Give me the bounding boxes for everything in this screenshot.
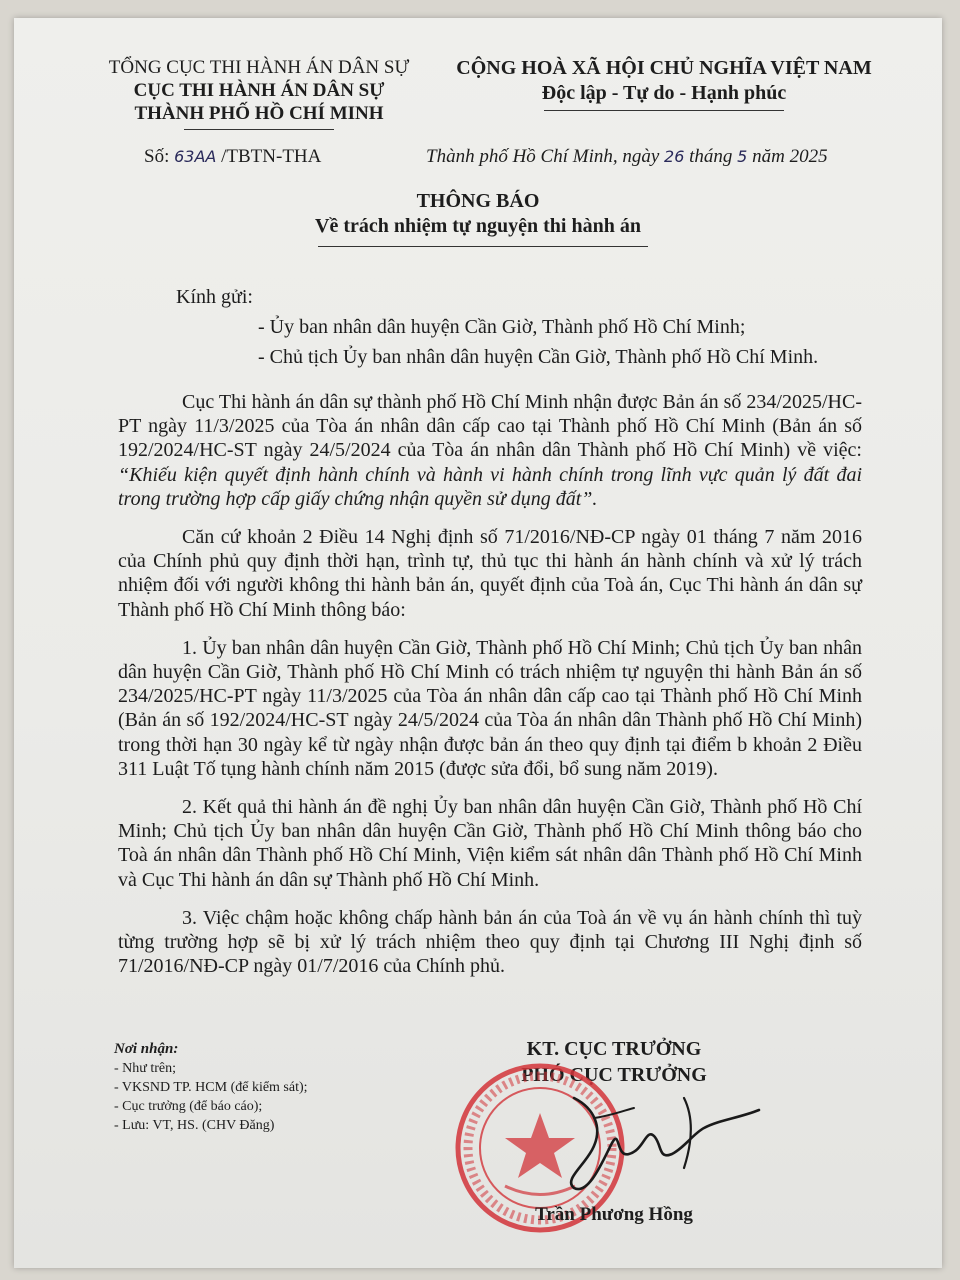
national-motto: Độc lập - Tự do - Hạnh phúc <box>541 82 787 104</box>
date-year: năm 2025 <box>747 146 828 167</box>
agency-line-2: CỤC THI HÀNH ÁN DÂN SỰ <box>133 80 385 101</box>
signer-position: PHÓ CỤC TRƯỞNG <box>521 1064 707 1086</box>
agency-underline <box>184 129 334 130</box>
signer-authority: KT. CỤC TRƯỞNG <box>526 1038 702 1060</box>
agency-line-3: THÀNH PHỐ HỒ CHÍ MINH <box>134 103 384 124</box>
recipients-heading: Nơi nhận: <box>114 1041 179 1057</box>
subtitle-underline <box>318 246 648 247</box>
item-2: 2. Kết quả thi hành án đề nghị Ủy ban nhân dân huyện Cần Giờ, Thành phố Hồ Chí Minh; Chủ tịch Ủy ban nhân dân huyện Cần Giờ, Thành phố Hồ Chí Minh thông báo cho Toà án nhân dân Thành phố Hồ Chí Minh, Viện kiểm sát nhân dân Thành phố Hồ Chí Minh và Cục Thi hành án dân sự Thành phố Hồ Chí Minh. <box>118 796 862 891</box>
date-month-label: tháng <box>684 146 738 167</box>
number-prefix: Số: <box>144 146 175 167</box>
paragraph-1-text: Cục Thi hành án dân sự thành phố Hồ Chí Minh nhận được Bản án số 234/2025/HC-PT ngày 11/3/2025 của Tòa án nhân dân cấp cao tại Thành phố Hồ Chí Minh (Bản án số 192/2024/HC-ST ngày 24/5/2024 của Tòa án nhân dân Thành phố Hồ Chí Minh) về việc: <box>118 391 862 462</box>
document-subtitle: Về trách nhiệm tự nguyện thi hành án <box>315 215 641 237</box>
recipients-item: - VKSND TP. HCM (để kiểm sát); <box>114 1080 308 1095</box>
issuing-agency-header <box>74 56 444 130</box>
recipients-list <box>114 1040 308 1135</box>
number-handwritten: 63AA <box>174 147 217 166</box>
recipients-item: - Như trên; <box>114 1061 177 1076</box>
item-3: 3. Việc chậm hoặc không chấp hành bản án của Toà án về vụ án hành chính thì tuỳ từng trường hợp sẽ bị xử lý trách nhiệm theo quy định tại Chương III Nghị định số 71/2016/NĐ-CP ngày 01/7/2016 của Chính phủ. <box>118 906 862 978</box>
document-number <box>144 146 321 168</box>
date-day: 26 <box>664 147 685 166</box>
document-title: THÔNG BÁO <box>416 190 540 212</box>
national-title: CỘNG HOÀ XÃ HỘI CHỦ NGHĨA VIỆT NAM <box>456 57 872 79</box>
motto-underline <box>544 110 784 111</box>
recipients-item: - Cục trưởng (để báo cáo); <box>114 1099 263 1114</box>
number-suffix: /TBTN-THA <box>216 146 322 167</box>
kinh-gui-label: Kính gửi: <box>176 286 253 308</box>
item-1: 1. Ủy ban nhân dân huyện Cần Giờ, Thành phố Hồ Chí Minh; Chủ tịch Ủy ban nhân dân huyện Cần Giờ, Thành phố Hồ Chí Minh có trách nhiệm tự nguyện thi hành Bản án số 234/2025/HC-PT ngày 11/3/2025 của Tòa án nhân dân cấp cao tại Thành phố Hồ Chí Minh (Bản án số 192/2024/HC-ST ngày 24/5/2024 của Tòa án nhân dân Thành phố Hồ Chí Minh) trong thời hạn 30 ngày kể từ ngày nhận được bản án theo quy định tại điểm b khoản 2 Điều 311 Luật Tố tụng hành chính năm 2015 (được sửa đổi, bổ sung năm 2019). <box>118 636 862 780</box>
document-date <box>426 146 828 168</box>
date-prefix: Thành phố Hồ Chí Minh, ngày <box>426 146 665 167</box>
recipient-1: - Ủy ban nhân dân huyện Cần Giờ, Thành phố Hồ Chí Minh; <box>258 316 746 338</box>
recipient-2: - Chủ tịch Ủy ban nhân dân huyện Cần Giờ, Thành phố Hồ Chí Minh. <box>258 346 819 368</box>
paragraph-2: Căn cứ khoản 2 Điều 14 Nghị định số 71/2016/NĐ-CP ngày 01 tháng 7 năm 2016 của Chính phủ quy định thời hạn, trình tự, thủ tục thi hành án hành chính và xử lý trách nhiệm đối với người không thi hành bản án, quyết định của Toà án, Cục Thi hành án dân sự Thành phố Hồ Chí Minh thông báo: <box>118 526 862 621</box>
signer-name: Trần Phương Hồng <box>535 1204 693 1225</box>
document-page <box>14 18 942 1268</box>
recipients-item: - Lưu: VT, HS. (CHV Đăng) <box>114 1118 275 1133</box>
document-body <box>118 390 862 992</box>
date-month: 5 <box>737 147 748 166</box>
paragraph-1-quote: “Khiếu kiện quyết định hành chính và hành vi hành chính trong lĩnh vực quản lý đất đai trong trường hợp cấp giấy chứng nhận quyền sử dụng đất”. <box>118 463 862 510</box>
handwritten-signature <box>534 1088 764 1198</box>
agency-line-1: TỔNG CỤC THI HÀNH ÁN DÂN SỰ <box>108 57 410 78</box>
national-header <box>424 56 904 111</box>
paragraph-1 <box>118 390 862 511</box>
